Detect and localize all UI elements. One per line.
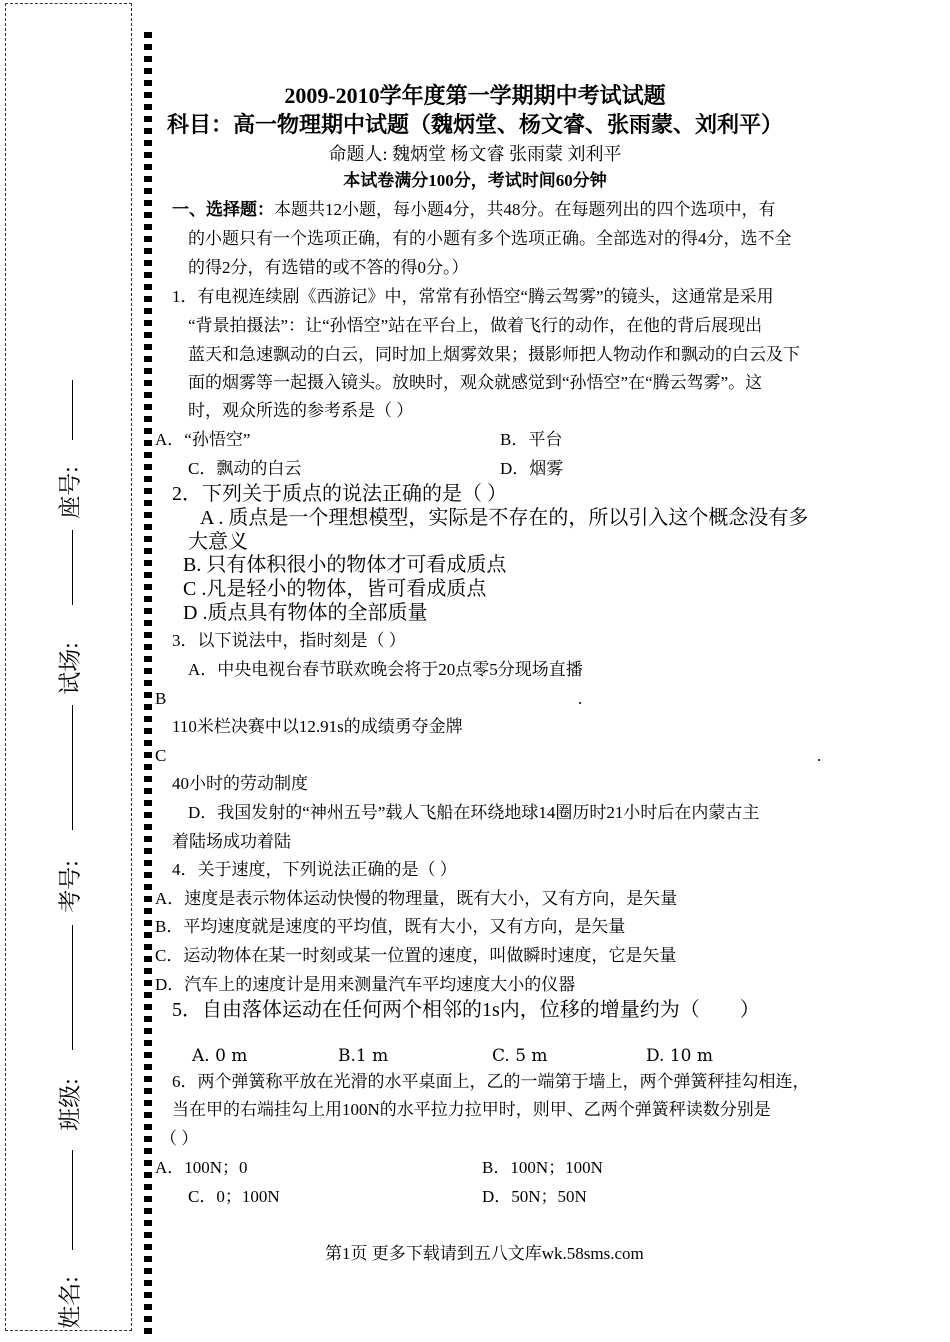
class-line — [72, 925, 73, 1050]
q1-line-1: 1．有电视连续剧《西游记》中，常常有孙悟空“腾云驾雾”的镜头，这通常是采用 — [172, 287, 774, 306]
q5-stem: 5．自由落体运动在任何两个相邻的1s内，位移的增量约为（ ） — [172, 999, 760, 1021]
q5-option-b: B.1 m — [338, 1046, 389, 1066]
q3-option-d: D．我国发射的“神州五号”载人飞船在环绕地球14圈历时21小时后在内蒙古主 — [188, 803, 760, 822]
q6-option-a: A．100N；0 — [155, 1158, 248, 1177]
room-line — [72, 530, 73, 605]
section-heading: 一、选择题： — [172, 200, 274, 219]
q1-line-5: 时，观众所选的参考系是（ ） — [188, 401, 414, 420]
q6-option-d: D．50N；50N — [482, 1187, 587, 1206]
q3-option-d-cont: 着陆场成功着陆 — [172, 832, 291, 851]
q6-option-c: C．0；100N — [188, 1187, 280, 1206]
page-footer: 第1页 更多下载请到五八文库wk.58sms.com — [325, 1244, 644, 1263]
name-line — [72, 1150, 73, 1250]
q3-option-b-text: 110米栏决赛中以12.91s的成绩勇夺金牌 — [172, 717, 463, 736]
q6-line-2: 当在甲的右端挂勾上用100N的水平拉力拉甲时，则甲、乙两个弹簧秤读数分别是 — [172, 1100, 771, 1119]
section-intro-2: 的小题只有一个选项正确，有的小题有多个选项正确。全部选对的得4分，选不全 — [188, 229, 792, 248]
q6-line-3: （ ） — [160, 1129, 199, 1148]
q1-line-4: 面的烟雾等一起摄入镜头。放映时，观众就感觉到“孙悟空”在“腾云驾雾”。这 — [188, 373, 763, 392]
perforation-line — [144, 32, 152, 1337]
subject-line: 科目：高一物理期中试题（魏炳堂、杨文睿、张雨蒙、刘利平） — [166, 112, 783, 137]
q1-line-2: “背景拍摄法”：让“孙悟空”站在平台上，做着飞行的动作，在他的背后展现出 — [188, 316, 763, 335]
seat-label: 座号: — [57, 466, 83, 519]
class-label: 班级: — [57, 1078, 83, 1131]
q4-option-a: A．速度是表示物体运动快慢的物理量，既有大小，又有方向，是矢量 — [155, 889, 678, 908]
q4-stem: 4．关于速度，下列说法正确的是（ ） — [172, 860, 457, 879]
q4-option-b: B．平均速度就是速度的平均值，既有大小，又有方向，是矢量 — [155, 917, 626, 936]
q2-option-a: A . 质点是一个理想模型，实际是不存在的，所以引入这个概念没有多 — [200, 507, 809, 529]
q3-option-c-dot: . — [817, 746, 822, 765]
q1-option-c: C．飘动的白云 — [188, 459, 302, 478]
q2-option-d: D .质点具有物体的全部质量 — [183, 602, 428, 624]
q4-option-d: D．汽车上的速度计是用来测量汽车平均速度大小的仪器 — [155, 975, 576, 994]
q1-option-b: B．平台 — [500, 430, 563, 449]
section-intro-1: 本题共12小题，每小题4分，共48分。在每题列出的四个选项中，有 — [274, 200, 776, 219]
q3-option-b-dot: . — [578, 689, 583, 708]
q1-option-d: D．烟雾 — [500, 459, 564, 478]
room-label: 试场: — [57, 642, 83, 695]
authors-line: 命题人: 魏炳堂 杨文睿 张雨蒙 刘利平 — [328, 144, 622, 164]
q3-option-a: A．中央电视台春节联欢晚会将于20点零5分现场直播 — [188, 660, 583, 679]
section-intro-3: 的得2分，有选错的或不答的得0分。） — [188, 258, 469, 277]
q2-stem: 2．下列关于质点的说法正确的是（ ） — [172, 483, 507, 505]
q1-line-3: 蓝天和急速飘动的白云，同时加上烟雾效果；摄影师把人物动作和飘动的白云及下 — [188, 345, 800, 364]
q2-option-b: B. 只有体积很小的物体才可看成质点 — [183, 554, 507, 576]
q2-option-a-cont: 大意义 — [188, 531, 248, 553]
q6-line-1: 6．两个弹簧称平放在光滑的水平桌面上，乙的一端第于墙上，两个弹簧秤挂勾相连， — [172, 1072, 810, 1091]
exam-no-line — [72, 705, 73, 830]
q3-option-b-label: B — [155, 689, 167, 708]
q5-option-c: C. 5 m — [492, 1046, 548, 1066]
q3-option-c-text: 40小时的劳动制度 — [172, 774, 308, 793]
q3-option-c-label: C — [155, 746, 167, 765]
exam-title: 2009-2010学年度第一学期期中考试试题 — [284, 83, 666, 108]
q2-option-c: C .凡是轻小的物体，皆可看成质点 — [183, 578, 487, 600]
seat-line — [72, 380, 73, 440]
q5-option-a: A. 0 m — [192, 1046, 248, 1066]
q5-option-d: D. 10 m — [646, 1046, 713, 1066]
name-label: 姓名: — [57, 1276, 83, 1329]
q6-option-b: B．100N；100N — [482, 1158, 603, 1177]
exam-no-label: 考号: — [57, 860, 83, 913]
q4-option-c: C．运动物体在某一时刻或某一位置的速度，叫做瞬时速度，它是矢量 — [155, 946, 677, 965]
q3-stem: 3．以下说法中，指时刻是（ ） — [172, 631, 406, 650]
q1-option-a: A．“孙悟空” — [155, 430, 251, 449]
exam-info: 本试卷满分100分，考试时间60分钟 — [343, 171, 607, 190]
